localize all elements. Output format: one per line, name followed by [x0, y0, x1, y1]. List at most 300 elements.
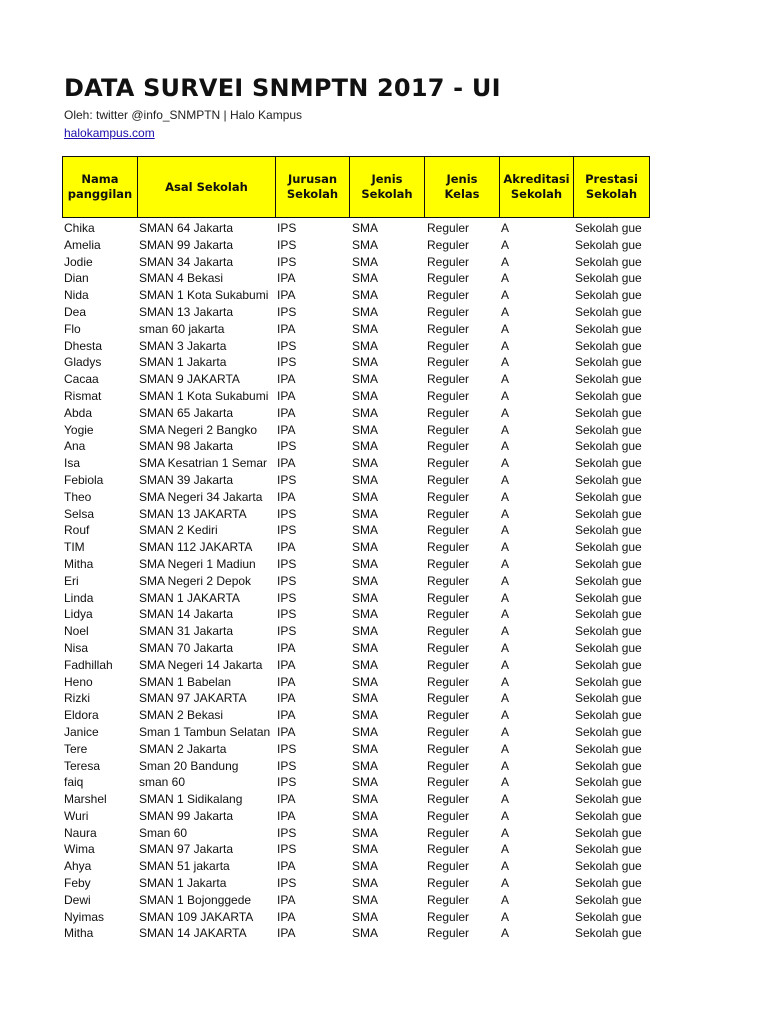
cell-jenis-kelas: Reguler [427, 741, 470, 756]
cell-jurusan: IPA [277, 540, 296, 555]
cell-prestasi: Sekolah gue [575, 758, 642, 773]
cell-jenis-sekolah: SMA [352, 221, 379, 235]
table-row [0, 388, 768, 405]
cell-asal-sekolah: SMAN 98 Jakarta [139, 439, 234, 454]
byline: Oleh: twitter @info_SNMPTN | Halo Kampus [64, 108, 303, 122]
cell-prestasi: Sekolah gue [575, 640, 642, 655]
cell-jenis-sekolah: SMA [352, 657, 379, 672]
cell-akreditasi: A [501, 540, 510, 555]
cell-nama: Selsa [64, 506, 95, 521]
cell-asal-sekolah: SMAN 70 Jakarta [139, 640, 234, 655]
table-row [0, 674, 768, 691]
column-header-asal-sekolah: Asal Sekolah [137, 156, 276, 218]
cell-akreditasi: A [501, 304, 510, 319]
table-row [0, 825, 768, 842]
cell-akreditasi: A [501, 825, 510, 840]
cell-asal-sekolah: SMAN 1 Kota Sukabumi [139, 388, 269, 403]
cell-akreditasi: A [501, 422, 510, 437]
cell-asal-sekolah: Sman 1 Tambun Selatan [139, 724, 271, 739]
cell-akreditasi: A [501, 876, 510, 891]
cell-asal-sekolah: SMAN 1 Kota Sukabumi [139, 288, 269, 303]
cell-nama: TIM [64, 540, 85, 555]
cell-nama: Heno [64, 674, 93, 689]
cell-asal-sekolah: SMAN 1 Jakarta [139, 355, 227, 370]
cell-jurusan: IPA [277, 724, 296, 739]
cell-asal-sekolah: SMAN 3 Jakarta [139, 338, 227, 353]
cell-jenis-sekolah: SMA [352, 254, 379, 269]
cell-jenis-kelas: Reguler [427, 859, 470, 874]
cell-jenis-kelas: Reguler [427, 221, 470, 235]
cell-nama: Cacaa [64, 372, 99, 387]
cell-jurusan: IPS [277, 876, 297, 891]
website-link[interactable]: halokampus.com [64, 126, 155, 140]
cell-jurusan: IPS [277, 590, 297, 605]
cell-jenis-kelas: Reguler [427, 489, 470, 504]
cell-jenis-kelas: Reguler [427, 691, 470, 706]
table-row [0, 808, 768, 825]
cell-jenis-kelas: Reguler [427, 540, 470, 555]
cell-prestasi: Sekolah gue [575, 372, 642, 387]
cell-asal-sekolah: SMAN 13 JAKARTA [139, 506, 247, 521]
cell-asal-sekolah: SMAN 13 Jakarta [139, 304, 234, 319]
cell-asal-sekolah: SMAN 99 Jakarta [139, 237, 234, 252]
cell-jenis-sekolah: SMA [352, 489, 379, 504]
cell-akreditasi: A [501, 708, 510, 723]
cell-prestasi: Sekolah gue [575, 590, 642, 605]
cell-akreditasi: A [501, 607, 510, 622]
cell-jurusan: IPA [277, 388, 296, 403]
cell-akreditasi: A [501, 221, 510, 235]
cell-jenis-kelas: Reguler [427, 792, 470, 807]
cell-asal-sekolah: SMAN 97 Jakarta [139, 842, 234, 857]
cell-jenis-kelas: Reguler [427, 892, 470, 907]
cell-akreditasi: A [501, 237, 510, 252]
cell-jenis-sekolah: SMA [352, 540, 379, 555]
cell-asal-sekolah: SMA Negeri 14 Jakarta [139, 657, 263, 672]
cell-akreditasi: A [501, 674, 510, 689]
cell-nama: Teresa [64, 758, 101, 773]
cell-prestasi: Sekolah gue [575, 775, 642, 790]
cell-jenis-sekolah: SMA [352, 439, 379, 454]
table-row [0, 657, 768, 674]
cell-nama: Fadhillah [64, 657, 113, 672]
cell-nama: Dian [64, 271, 89, 286]
cell-jurusan: IPS [277, 607, 297, 622]
cell-prestasi: Sekolah gue [575, 489, 642, 504]
cell-nama: Ahya [64, 859, 92, 874]
cell-asal-sekolah: SMAN 2 Kediri [139, 523, 218, 538]
cell-nama: Chika [64, 221, 95, 235]
cell-prestasi: Sekolah gue [575, 221, 642, 235]
cell-jenis-kelas: Reguler [427, 607, 470, 622]
column-header-prestasi: Prestasi Sekolah [573, 156, 650, 218]
cell-prestasi: Sekolah gue [575, 607, 642, 622]
cell-jenis-sekolah: SMA [352, 808, 379, 823]
cell-asal-sekolah: SMAN 2 Jakarta [139, 741, 227, 756]
cell-nama: Rouf [64, 523, 90, 538]
cell-nama: Abda [64, 405, 93, 420]
cell-nama: Noel [64, 624, 89, 639]
cell-nama: faiq [64, 775, 84, 790]
cell-jenis-kelas: Reguler [427, 372, 470, 387]
cell-prestasi: Sekolah gue [575, 842, 642, 857]
cell-akreditasi: A [501, 372, 510, 387]
cell-akreditasi: A [501, 859, 510, 874]
cell-akreditasi: A [501, 321, 510, 336]
cell-akreditasi: A [501, 489, 510, 504]
cell-nama: Tere [64, 741, 88, 756]
cell-akreditasi: A [501, 523, 510, 538]
cell-jenis-sekolah: SMA [352, 556, 379, 571]
table-row [0, 354, 768, 371]
cell-nama: Jodie [64, 254, 93, 269]
cell-nama: Eri [64, 573, 79, 588]
cell-jenis-kelas: Reguler [427, 573, 470, 588]
column-header-jenis-sekolah: Jenis Sekolah [349, 156, 425, 218]
cell-akreditasi: A [501, 271, 510, 286]
cell-prestasi: Sekolah gue [575, 926, 642, 941]
cell-jenis-kelas: Reguler [427, 909, 470, 924]
cell-prestasi: Sekolah gue [575, 892, 642, 907]
cell-prestasi: Sekolah gue [575, 237, 642, 252]
cell-jurusan: IPA [277, 909, 296, 924]
table-row [0, 606, 768, 623]
cell-prestasi: Sekolah gue [575, 321, 642, 336]
table-row [0, 270, 768, 287]
cell-asal-sekolah: SMAN 39 Jakarta [139, 472, 234, 487]
cell-jenis-kelas: Reguler [427, 876, 470, 891]
cell-jurusan: IPA [277, 657, 296, 672]
cell-jenis-sekolah: SMA [352, 472, 379, 487]
cell-nama: Dewi [64, 892, 91, 907]
cell-jenis-kelas: Reguler [427, 456, 470, 471]
cell-asal-sekolah: SMAN 112 JAKARTA [139, 540, 253, 555]
cell-jurusan: IPS [277, 741, 297, 756]
cell-prestasi: Sekolah gue [575, 304, 642, 319]
cell-akreditasi: A [501, 254, 510, 269]
cell-jenis-sekolah: SMA [352, 422, 379, 437]
cell-akreditasi: A [501, 792, 510, 807]
cell-jenis-sekolah: SMA [352, 876, 379, 891]
table-row [0, 287, 768, 304]
cell-nama: Naura [64, 825, 97, 840]
cell-akreditasi: A [501, 439, 510, 454]
cell-jenis-sekolah: SMA [352, 607, 379, 622]
cell-nama: Theo [64, 489, 92, 504]
table-row [0, 472, 768, 489]
table-row [0, 690, 768, 707]
cell-jenis-sekolah: SMA [352, 271, 379, 286]
cell-akreditasi: A [501, 472, 510, 487]
cell-jenis-sekolah: SMA [352, 792, 379, 807]
cell-jenis-sekolah: SMA [352, 892, 379, 907]
cell-nama: Dea [64, 304, 87, 319]
cell-jurusan: IPS [277, 355, 297, 370]
cell-prestasi: Sekolah gue [575, 825, 642, 840]
cell-jenis-kelas: Reguler [427, 472, 470, 487]
cell-akreditasi: A [501, 741, 510, 756]
cell-jenis-sekolah: SMA [352, 624, 379, 639]
table-row [0, 707, 768, 724]
cell-jurusan: IPS [277, 304, 297, 319]
cell-jurusan: IPS [277, 556, 297, 571]
cell-nama: Lidya [64, 607, 93, 622]
cell-jenis-sekolah: SMA [352, 926, 379, 941]
cell-asal-sekolah: SMAN 64 Jakarta [139, 221, 234, 235]
cell-jenis-kelas: Reguler [427, 758, 470, 773]
cell-prestasi: Sekolah gue [575, 724, 642, 739]
cell-jenis-sekolah: SMA [352, 909, 379, 924]
cell-jenis-sekolah: SMA [352, 506, 379, 521]
cell-nama: Gladys [64, 355, 102, 370]
cell-akreditasi: A [501, 691, 510, 706]
cell-asal-sekolah: sman 60 jakarta [139, 321, 225, 336]
cell-jurusan: IPA [277, 792, 296, 807]
cell-prestasi: Sekolah gue [575, 355, 642, 370]
cell-akreditasi: A [501, 724, 510, 739]
cell-jenis-kelas: Reguler [427, 657, 470, 672]
cell-akreditasi: A [501, 590, 510, 605]
cell-nama: Eldora [64, 708, 99, 723]
cell-akreditasi: A [501, 556, 510, 571]
cell-prestasi: Sekolah gue [575, 288, 642, 303]
cell-nama: Nisa [64, 640, 89, 655]
cell-jenis-sekolah: SMA [352, 321, 379, 336]
table-row [0, 422, 768, 439]
table-row [0, 321, 768, 338]
cell-jurusan: IPA [277, 489, 296, 504]
cell-prestasi: Sekolah gue [575, 556, 642, 571]
cell-prestasi: Sekolah gue [575, 472, 642, 487]
cell-prestasi: Sekolah gue [575, 388, 642, 403]
cell-prestasi: Sekolah gue [575, 254, 642, 269]
cell-nama: Rismat [64, 388, 102, 403]
cell-prestasi: Sekolah gue [575, 708, 642, 723]
cell-jurusan: IPS [277, 573, 297, 588]
cell-jurusan: IPS [277, 338, 297, 353]
cell-jenis-kelas: Reguler [427, 926, 470, 941]
table-row [0, 841, 768, 858]
cell-jenis-sekolah: SMA [352, 640, 379, 655]
cell-jurusan: IPS [277, 624, 297, 639]
cell-jenis-kelas: Reguler [427, 624, 470, 639]
cell-prestasi: Sekolah gue [575, 909, 642, 924]
cell-nama: Feby [64, 876, 91, 891]
table-header [62, 156, 650, 218]
cell-nama: Rizki [64, 691, 90, 706]
cell-jurusan: IPS [277, 221, 297, 235]
table-row [0, 556, 768, 573]
cell-jurusan: IPA [277, 288, 296, 303]
cell-jenis-kelas: Reguler [427, 775, 470, 790]
cell-akreditasi: A [501, 758, 510, 773]
cell-jenis-sekolah: SMA [352, 825, 379, 840]
cell-jenis-sekolah: SMA [352, 338, 379, 353]
cell-nama: Nyimas [64, 909, 105, 924]
cell-nama: Amelia [64, 237, 101, 252]
cell-jenis-kelas: Reguler [427, 674, 470, 689]
cell-prestasi: Sekolah gue [575, 691, 642, 706]
cell-jenis-kelas: Reguler [427, 842, 470, 857]
cell-jenis-kelas: Reguler [427, 640, 470, 655]
cell-akreditasi: A [501, 909, 510, 924]
page-title: DATA SURVEI SNMPTN 2017 - UI [64, 74, 501, 102]
cell-prestasi: Sekolah gue [575, 271, 642, 286]
cell-jurusan: IPS [277, 254, 297, 269]
cell-jenis-sekolah: SMA [352, 708, 379, 723]
cell-asal-sekolah: SMA Negeri 1 Madiun [139, 556, 256, 571]
cell-nama: Flo [64, 321, 81, 336]
cell-jenis-sekolah: SMA [352, 775, 379, 790]
cell-jenis-sekolah: SMA [352, 405, 379, 420]
cell-jenis-kelas: Reguler [427, 271, 470, 286]
cell-jenis-kelas: Reguler [427, 556, 470, 571]
table-row [0, 758, 768, 775]
cell-asal-sekolah: SMAN 109 JAKARTA [139, 909, 254, 924]
cell-akreditasi: A [501, 456, 510, 471]
cell-akreditasi: A [501, 808, 510, 823]
cell-nama: Febiola [64, 472, 104, 487]
cell-nama: Mitha [64, 556, 94, 571]
cell-prestasi: Sekolah gue [575, 422, 642, 437]
cell-prestasi: Sekolah gue [575, 674, 642, 689]
cell-jenis-sekolah: SMA [352, 456, 379, 471]
cell-akreditasi: A [501, 355, 510, 370]
cell-asal-sekolah: SMAN 14 JAKARTA [139, 926, 247, 941]
cell-jenis-kelas: Reguler [427, 724, 470, 739]
table-row [0, 724, 768, 741]
table-row [0, 438, 768, 455]
cell-akreditasi: A [501, 388, 510, 403]
table-row [0, 304, 768, 321]
cell-jenis-kelas: Reguler [427, 523, 470, 538]
cell-asal-sekolah: SMAN 51 jakarta [139, 859, 230, 874]
cell-akreditasi: A [501, 892, 510, 907]
cell-jurusan: IPA [277, 456, 296, 471]
cell-jurusan: IPA [277, 859, 296, 874]
cell-asal-sekolah: SMA Negeri 2 Depok [139, 573, 252, 588]
cell-jenis-sekolah: SMA [352, 758, 379, 773]
cell-jenis-sekolah: SMA [352, 691, 379, 706]
table-row [0, 858, 768, 875]
cell-asal-sekolah: SMAN 31 Jakarta [139, 624, 234, 639]
cell-jenis-sekolah: SMA [352, 741, 379, 756]
cell-nama: Nida [64, 288, 89, 303]
table-row [0, 791, 768, 808]
cell-jenis-kelas: Reguler [427, 506, 470, 521]
cell-jurusan: IPA [277, 808, 296, 823]
cell-jenis-sekolah: SMA [352, 388, 379, 403]
cell-jenis-sekolah: SMA [352, 355, 379, 370]
cell-asal-sekolah: Sman 20 Bandung [139, 758, 239, 773]
cell-prestasi: Sekolah gue [575, 456, 642, 471]
cell-akreditasi: A [501, 573, 510, 588]
cell-prestasi: Sekolah gue [575, 792, 642, 807]
cell-nama: Ana [64, 439, 86, 454]
cell-prestasi: Sekolah gue [575, 573, 642, 588]
cell-jurusan: IPS [277, 775, 297, 790]
cell-nama: Dhesta [64, 338, 103, 353]
cell-jurusan: IPS [277, 439, 297, 454]
table-row [0, 590, 768, 607]
cell-prestasi: Sekolah gue [575, 741, 642, 756]
cell-prestasi: Sekolah gue [575, 523, 642, 538]
cell-asal-sekolah: SMAN 1 Jakarta [139, 876, 227, 891]
cell-prestasi: Sekolah gue [575, 338, 642, 353]
table-row [0, 909, 768, 926]
cell-prestasi: Sekolah gue [575, 439, 642, 454]
cell-prestasi: Sekolah gue [575, 859, 642, 874]
cell-jenis-sekolah: SMA [352, 237, 379, 252]
column-header-akreditasi: Akreditasi Sekolah [499, 156, 574, 218]
cell-jurusan: IPS [277, 506, 297, 521]
cell-jurusan: IPS [277, 472, 297, 487]
cell-jurusan: IPA [277, 271, 296, 286]
cell-jenis-sekolah: SMA [352, 304, 379, 319]
table-row [0, 405, 768, 422]
cell-prestasi: Sekolah gue [575, 808, 642, 823]
cell-jenis-kelas: Reguler [427, 288, 470, 303]
cell-jenis-kelas: Reguler [427, 338, 470, 353]
cell-prestasi: Sekolah gue [575, 405, 642, 420]
column-header-jurusan: Jurusan Sekolah [275, 156, 350, 218]
table-row [0, 875, 768, 892]
cell-jenis-kelas: Reguler [427, 405, 470, 420]
cell-asal-sekolah: SMAN 99 Jakarta [139, 808, 234, 823]
table-row [0, 254, 768, 271]
cell-jurusan: IPA [277, 926, 296, 941]
cell-jenis-kelas: Reguler [427, 808, 470, 823]
cell-jenis-kelas: Reguler [427, 825, 470, 840]
cell-prestasi: Sekolah gue [575, 624, 642, 639]
column-header-nama: Nama panggilan [62, 156, 138, 218]
cell-asal-sekolah: SMAN 1 JAKARTA [139, 590, 240, 605]
cell-jurusan: IPS [277, 758, 297, 773]
cell-jurusan: IPA [277, 640, 296, 655]
cell-asal-sekolah: SMAN 65 Jakarta [139, 405, 234, 420]
table-row [0, 623, 768, 640]
cell-jurusan: IPA [277, 372, 296, 387]
table-row [0, 220, 768, 237]
cell-nama: Janice [64, 724, 99, 739]
cell-jenis-kelas: Reguler [427, 708, 470, 723]
cell-jenis-sekolah: SMA [352, 523, 379, 538]
cell-jurusan: IPA [277, 708, 296, 723]
cell-jenis-kelas: Reguler [427, 590, 470, 605]
cell-asal-sekolah: SMAN 34 Jakarta [139, 254, 234, 269]
table-row [0, 741, 768, 758]
cell-jenis-sekolah: SMA [352, 674, 379, 689]
cell-akreditasi: A [501, 506, 510, 521]
cell-prestasi: Sekolah gue [575, 876, 642, 891]
table-row [0, 892, 768, 909]
table-row [0, 455, 768, 472]
cell-jenis-kelas: Reguler [427, 254, 470, 269]
table-row [0, 338, 768, 355]
cell-jenis-kelas: Reguler [427, 422, 470, 437]
cell-jurusan: IPA [277, 674, 296, 689]
table-row [0, 774, 768, 791]
cell-jurusan: IPA [277, 405, 296, 420]
cell-akreditasi: A [501, 926, 510, 941]
table-row [0, 522, 768, 539]
cell-jurusan: IPA [277, 892, 296, 907]
cell-jenis-sekolah: SMA [352, 372, 379, 387]
cell-akreditasi: A [501, 640, 510, 655]
cell-jurusan: IPA [277, 691, 296, 706]
cell-asal-sekolah: SMA Negeri 2 Bangko [139, 422, 258, 437]
table-row [0, 237, 768, 254]
